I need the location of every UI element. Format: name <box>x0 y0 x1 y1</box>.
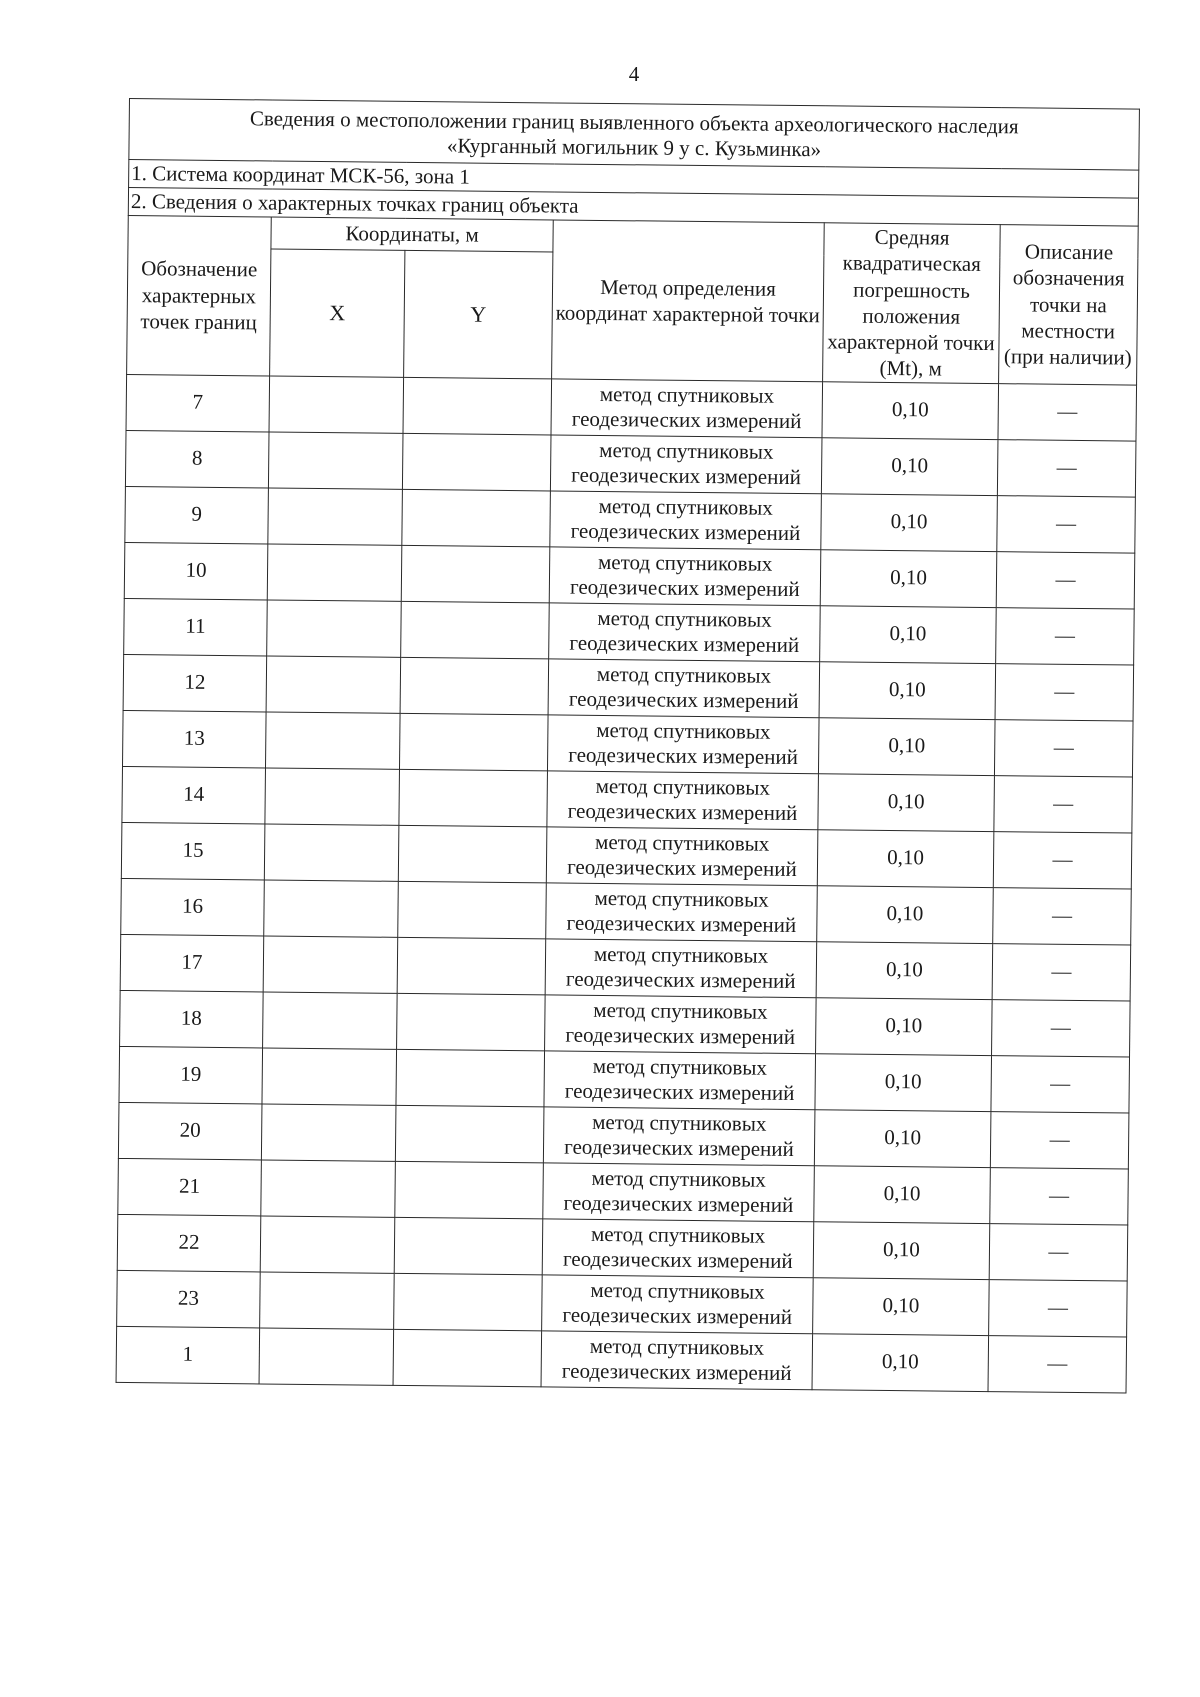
description-dash: — <box>990 1111 1129 1168</box>
y-coordinate <box>397 993 546 1051</box>
point-number: 13 <box>123 710 267 767</box>
method-cell <box>550 434 822 493</box>
method-line-2: геодезических измерений <box>561 1358 792 1386</box>
x-coordinate <box>265 767 400 824</box>
y-coordinate <box>394 1273 543 1331</box>
method-cell <box>545 938 817 997</box>
error-value: 0,10 <box>820 605 997 663</box>
x-coordinate <box>261 1159 396 1216</box>
table-row <box>122 766 1133 833</box>
page-number: 4 <box>628 62 640 86</box>
method-line-1: метод спутниковых <box>597 549 773 576</box>
error-value: 0,10 <box>818 717 995 775</box>
table-row <box>125 486 1136 553</box>
y-coordinate <box>396 1049 545 1107</box>
x-coordinate <box>266 655 401 712</box>
method-line-2: геодезических измерений <box>568 742 799 770</box>
description-dash: — <box>990 1167 1129 1224</box>
coordinate-system-label: 1. Система координат МСК-56, зона 1 <box>129 160 1139 199</box>
x-coordinate <box>264 879 399 936</box>
header-description: Описание обозначения точки на местности (при наличии) <box>999 225 1139 385</box>
method-line-2: геодезических измерений <box>571 406 802 434</box>
table-row <box>117 1270 1128 1337</box>
point-number: 11 <box>124 598 268 655</box>
method-line-1: метод спутниковых <box>595 829 770 856</box>
point-number: 19 <box>119 1046 263 1103</box>
y-coordinate <box>402 489 551 547</box>
y-coordinate <box>403 377 552 435</box>
description-dash: — <box>997 439 1136 496</box>
x-coordinate <box>269 375 404 432</box>
description-dash: — <box>994 719 1133 776</box>
y-coordinate <box>395 1161 544 1219</box>
boundary-points-table <box>116 98 1140 1393</box>
error-value: 0,10 <box>821 493 998 551</box>
header-method: Метод определения координат характерной точки <box>552 220 825 381</box>
method-line-1: метод спутниковых <box>590 1277 765 1304</box>
method-line-1: метод спутниковых <box>589 1333 765 1360</box>
table-row <box>126 374 1137 441</box>
y-coordinate <box>401 545 550 603</box>
table-row <box>123 654 1134 721</box>
y-coordinate <box>395 1105 544 1163</box>
header-x: X <box>270 249 405 377</box>
point-number: 15 <box>121 822 265 879</box>
table-row <box>119 1046 1130 1113</box>
method-line-1: метод спутниковых <box>593 997 768 1024</box>
method-line-2: геодезических измерений <box>563 1190 794 1218</box>
method-line-2: геодезических измерений <box>566 910 797 938</box>
method-line-1: метод спутниковых <box>596 661 772 688</box>
method-cell <box>542 1218 814 1277</box>
title-row <box>129 99 1140 171</box>
description-dash: — <box>992 943 1131 1000</box>
method-line-2: геодезических измерений <box>564 1078 795 1106</box>
error-value: 0,10 <box>814 1165 991 1223</box>
x-coordinate <box>264 823 399 880</box>
method-line-2: геодезических измерений <box>571 462 802 490</box>
method-line-1: метод спутниковых <box>592 1053 768 1080</box>
error-value: 0,10 <box>821 437 998 495</box>
method-cell <box>547 770 819 829</box>
method-cell <box>544 1050 816 1109</box>
method-line-1: метод спутниковых <box>599 437 774 464</box>
method-line-1: метод спутниковых <box>595 773 771 800</box>
description-dash: — <box>992 999 1131 1056</box>
error-value: 0,10 <box>819 661 996 719</box>
description-dash: — <box>996 551 1135 608</box>
x-coordinate <box>263 991 398 1048</box>
x-coordinate <box>267 543 402 600</box>
header-error: Средняя квадратическая погрешность положения характерной точки (Mt), м <box>823 223 1001 383</box>
method-cell <box>541 1330 813 1389</box>
header-y: Y <box>404 251 553 379</box>
method-line-2: геодезических измерений <box>569 630 800 658</box>
x-coordinate <box>261 1103 396 1160</box>
error-value: 0,10 <box>816 997 993 1055</box>
table-title <box>129 99 1140 171</box>
method-cell <box>548 658 820 717</box>
method-line-1: метод спутниковых <box>598 493 773 520</box>
method-cell <box>549 602 821 661</box>
description-dash: — <box>993 887 1132 944</box>
method-line-1: метод спутниковых <box>593 941 769 968</box>
x-coordinate <box>262 1047 397 1104</box>
method-line-1: метод спутниковых <box>597 605 772 632</box>
point-number: 22 <box>117 1214 261 1271</box>
error-value: 0,10 <box>820 549 997 607</box>
method-cell <box>543 1106 815 1165</box>
description-dash: — <box>997 495 1136 552</box>
x-coordinate <box>268 487 403 544</box>
table-row <box>118 1158 1129 1225</box>
point-number: 18 <box>120 990 264 1047</box>
table-row <box>118 1102 1129 1169</box>
table-row <box>123 710 1134 777</box>
y-coordinate <box>402 433 551 491</box>
x-coordinate <box>259 1327 394 1384</box>
point-number: 16 <box>121 878 265 935</box>
error-value: 0,10 <box>822 381 999 439</box>
point-number: 8 <box>125 430 269 487</box>
error-value: 0,10 <box>817 829 994 887</box>
y-coordinate <box>397 937 546 995</box>
y-coordinate <box>398 825 547 883</box>
method-cell <box>550 490 822 549</box>
point-number: 10 <box>124 542 268 599</box>
method-line-1: метод спутниковых <box>592 1109 767 1136</box>
error-value: 0,10 <box>816 941 993 999</box>
error-value: 0,10 <box>814 1109 991 1167</box>
y-coordinate <box>400 657 549 715</box>
method-line-2: геодезических измерений <box>569 574 800 602</box>
method-line-2: геодезических измерений <box>567 854 797 882</box>
point-number: 1 <box>116 1326 260 1383</box>
table-body <box>116 99 1139 1393</box>
table-row <box>121 822 1132 889</box>
method-line-2: геодезических измерений <box>565 1022 796 1050</box>
method-cell <box>545 994 817 1053</box>
method-line-2: геодезических измерений <box>562 1302 793 1330</box>
title-line-1: Сведения о местоположении границ выявленного объекта археологического наследия <box>249 106 1019 139</box>
x-coordinate <box>260 1271 395 1328</box>
error-value: 0,10 <box>815 1053 992 1111</box>
title-line-2: «Курганный могильник 9 у с. Кузьминка» <box>446 133 822 162</box>
header-coordinates: Координаты, м <box>271 217 553 252</box>
y-coordinate <box>398 881 547 939</box>
point-number: 17 <box>120 934 264 991</box>
x-coordinate <box>267 599 402 656</box>
method-line-2: геодезических измерений <box>567 798 798 826</box>
description-dash: — <box>989 1223 1128 1280</box>
document-body <box>116 98 1139 1393</box>
method-line-2: геодезических измерений <box>564 1134 794 1162</box>
description-dash: — <box>998 383 1137 440</box>
y-coordinate <box>399 713 548 771</box>
description-dash: — <box>993 831 1132 888</box>
table-row <box>116 1326 1127 1393</box>
method-line-1: метод спутниковых <box>590 1221 766 1248</box>
point-number: 20 <box>118 1102 262 1159</box>
method-cell <box>543 1162 815 1221</box>
method-cell <box>546 882 818 941</box>
point-number: 21 <box>118 1158 262 1215</box>
point-number: 7 <box>126 374 270 431</box>
error-value: 0,10 <box>812 1333 989 1391</box>
point-number: 9 <box>125 486 269 543</box>
method-line-2: геодезических измерений <box>568 686 799 714</box>
error-value: 0,10 <box>818 773 995 831</box>
error-value: 0,10 <box>813 1221 990 1279</box>
x-coordinate <box>265 711 400 768</box>
y-coordinate <box>394 1217 543 1275</box>
error-value: 0,10 <box>813 1277 990 1335</box>
table-row <box>120 990 1131 1057</box>
method-cell <box>546 826 818 885</box>
x-coordinate <box>268 431 403 488</box>
method-cell <box>549 546 821 605</box>
description-dash: — <box>995 663 1134 720</box>
method-line-1: метод спутниковых <box>594 885 769 912</box>
y-coordinate <box>399 769 548 827</box>
method-cell <box>551 378 823 437</box>
y-coordinate <box>393 1329 542 1387</box>
characteristic-points-label: 2. Сведения о характерных точках границ объекта <box>128 188 1138 227</box>
description-dash: — <box>988 1335 1127 1392</box>
description-dash: — <box>994 775 1133 832</box>
method-cell <box>542 1274 814 1333</box>
x-coordinate <box>263 935 398 992</box>
description-dash: — <box>991 1055 1130 1112</box>
header-point-designation: Обозначение характерных точек границ <box>127 215 272 375</box>
point-number: 12 <box>123 654 267 711</box>
x-coordinate <box>260 1215 395 1272</box>
method-line-1: метод спутниковых <box>591 1165 766 1192</box>
point-number: 14 <box>122 766 266 823</box>
method-line-2: геодезических измерений <box>565 966 796 994</box>
method-line-2: геодезических измерений <box>562 1246 793 1274</box>
method-cell <box>547 714 819 773</box>
point-number: 23 <box>117 1270 261 1327</box>
y-coordinate <box>401 601 550 659</box>
table-row <box>125 430 1136 497</box>
method-line-2: геодезических измерений <box>570 518 801 546</box>
description-dash: — <box>989 1279 1128 1336</box>
description-dash: — <box>996 607 1135 664</box>
method-line-1: метод спутниковых <box>596 717 771 744</box>
method-line-1: метод спутниковых <box>599 381 775 408</box>
table-row <box>124 542 1135 609</box>
error-value: 0,10 <box>817 885 994 943</box>
